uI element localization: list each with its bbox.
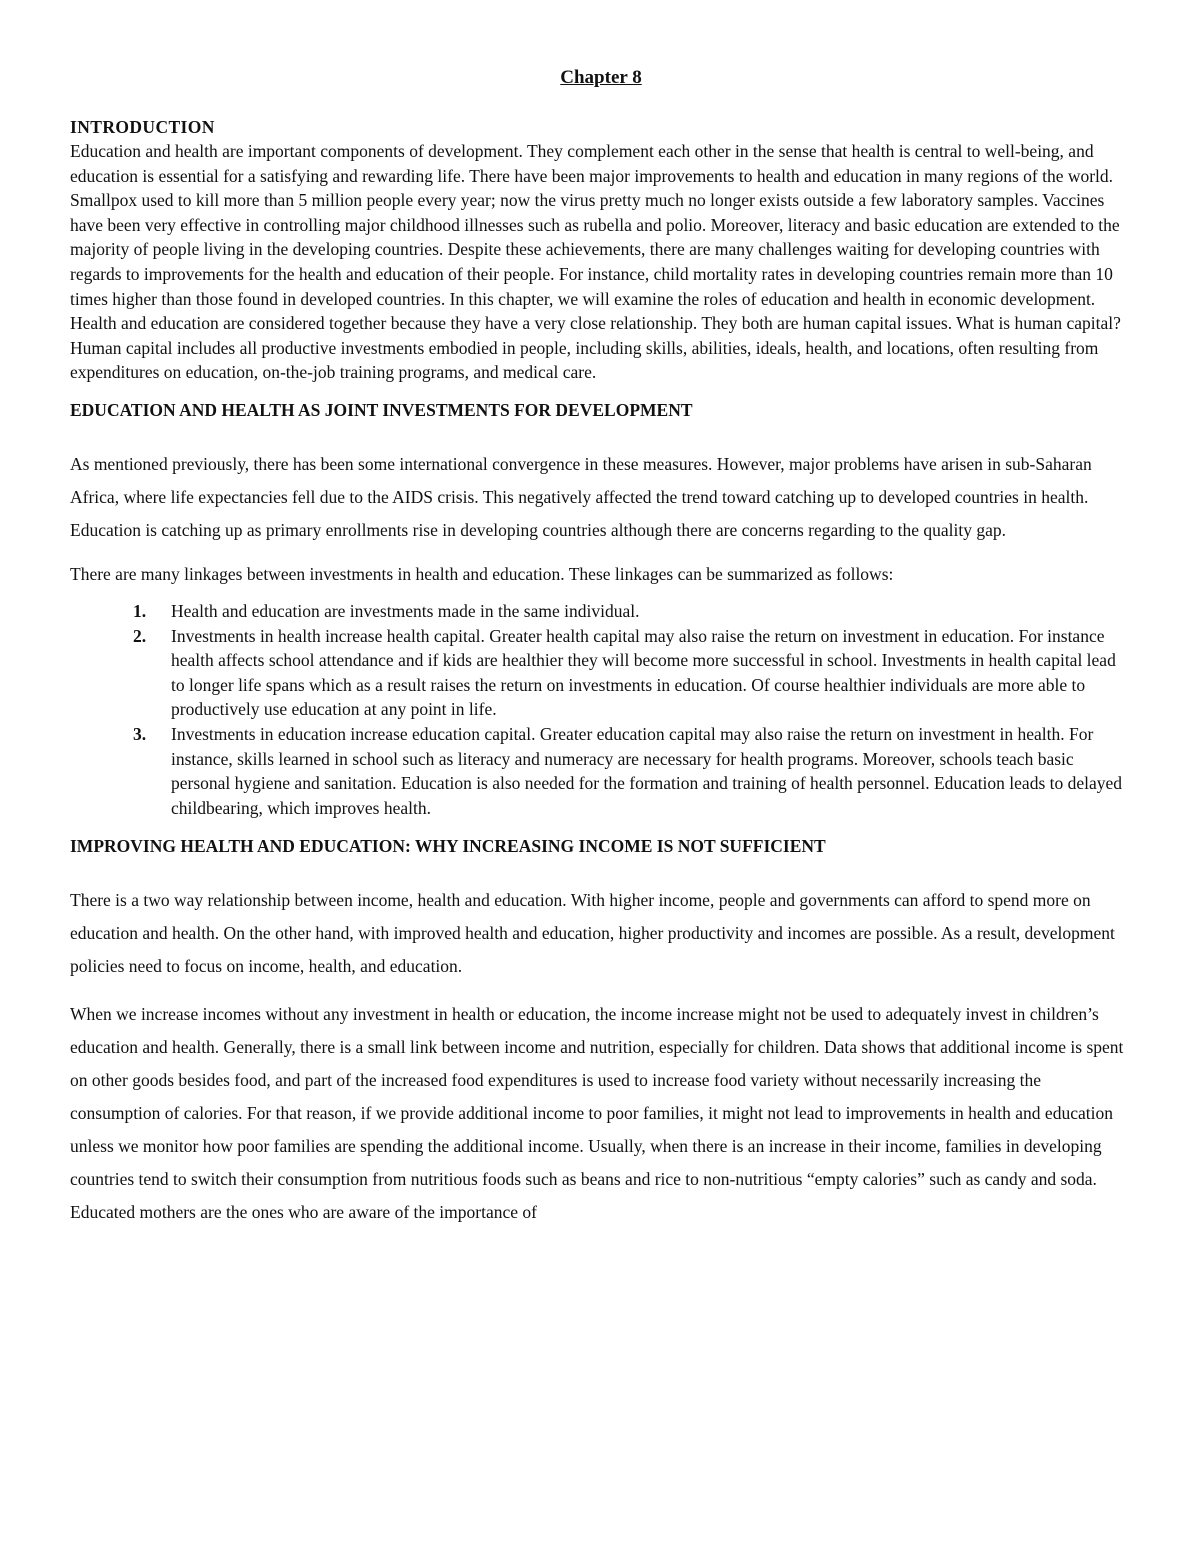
list-item-number: 3.	[133, 723, 147, 744]
list-item	[70, 599, 1132, 624]
document-page	[70, 66, 1132, 1244]
linkages-list	[70, 599, 1132, 820]
list-item-text: Health and education are investments made in the same individual.	[171, 600, 640, 621]
section-heading-introduction: INTRODUCTION	[70, 117, 215, 137]
two-way-relationship-paragraph: There is a two way relationship between income, health and education. With higher income, people and governments can afford to spend more on education and health. On the other hand, with improved health and education, higher productivity and incomes are possible. As a result, development policies need to focus on income, health, and education.	[70, 890, 1115, 977]
list-item	[70, 722, 1132, 820]
linkages-intro-paragraph: There are many linkages between investments in health and education. These linkages can be summarized as follows:	[70, 563, 894, 584]
list-item-text: Investments in education increase education capital. Greater education capital may also raise the return on investment in health. For instance, skills learned in school such as literacy and numeracy are necessary for health programs. Moreover, schools teach basic personal hygiene and sanitation. Education is also needed for the formation and training of health personnel. Education leads to delayed childbearing, which improves health.	[171, 723, 1123, 818]
section-heading-income-not-sufficient: IMPROVING HEALTH AND EDUCATION: WHY INCREASING INCOME IS NOT SUFFICIENT	[70, 836, 826, 857]
section-heading-joint-investments: EDUCATION AND HEALTH AS JOINT INVESTMENTS FOR DEVELOPMENT	[70, 399, 693, 420]
list-item-number: 1.	[133, 600, 147, 621]
convergence-paragraph: As mentioned previously, there has been some international convergence in these measures. However, major problems have arisen in sub-Saharan Africa, where life expectancies fell due to the AIDS crisis. This negatively affected the trend toward catching up to developed countries in health. Education is catching up as primary enrollments rise in developing countries although there are concerns regarding to the quality gap.	[70, 453, 1092, 540]
list-item-text: Investments in health increase health capital. Greater health capital may also raise the return on investment in education. For instance health affects school attendance and if kids are healthier they will become more successful in school. Investments in health capital lead to longer life spans which as a result raises the return on investments in education. Of course healthier individuals are more able to productively use education at any point in life.	[171, 625, 1116, 720]
income-increase-paragraph: When we increase incomes without any investment in health or education, the income increase might not be used to adequately invest in children’s education and health. Generally, there is a small link between income and nutrition, especially for children. Data shows that additional income is spent on other goods besides food, and part of the increased food expenditures is used to increase food variety without necessarily increasing the consumption of calories. For that reason, if we provide additional income to poor families, it might not lead to improvements in health and education unless we monitor how poor families are spending the additional income. Usually, when there is an increase in their income, families in developing countries tend to switch their consumption from nutritious foods such as beans and rice to non-nutritious “empty calories” such as candy and soda. Educated mothers are the ones who are aware of the importance of	[70, 1004, 1124, 1223]
list-item	[70, 624, 1132, 722]
chapter-title: Chapter 8	[560, 67, 642, 88]
list-item-number: 2.	[133, 625, 147, 646]
introduction-paragraph: Education and health are important components of development. They complement each other in the sense that health is central to well-being, and education is essential for a satisfying and rewarding life. There have been major improvements to health and education in many regions of the world. Smallpox used to kill more than 5 million people every year; now the virus pretty much no longer exists outside a few laboratory samples. Vaccines have been very effective in controlling major childhood illnesses such as rubella and polio. Moreover, literacy and basic education are extended to the majority of people living in the developing countries. Despite these achievements, there are many challenges waiting for developing countries with regards to improvements for the health and education of their people. For instance, child mortality rates in developing countries remain more than 10 times higher than those found in developed countries. In this chapter, we will examine the roles of education and health in economic development. Health and education are considered together because they have a very close relationship. They both are human capital issues. What is human capital? Human capital includes all productive investments embodied in people, including skills, abilities, ideals, health, and locations, often resulting from expenditures on education, on-the-job training programs, and medical care.	[70, 141, 1121, 383]
